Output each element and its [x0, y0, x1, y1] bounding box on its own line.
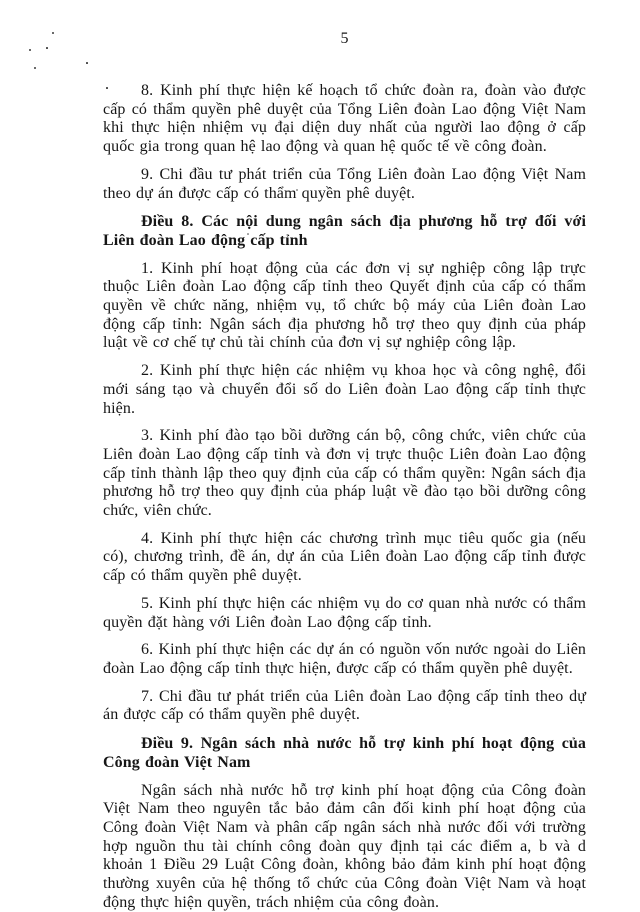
article-9-heading: Điều 9. Ngân sách nhà nước hỗ trợ kinh phí hoạt động của Công đoàn Việt Nam [103, 735, 586, 772]
article-8-heading: Điều 8. Các nội dung ngân sách địa phương hỗ trợ đối với Liên đoàn Lao động cấp tỉnh [103, 213, 586, 250]
paragraph-article-9-body: Ngân sách nhà nước hỗ trợ kinh phí hoạt động của Công đoàn Việt Nam theo nguyên tắc bảo đảm cân đối kinh phí hoạt động của Công đoàn Việt Nam và phân cấp ngân sách nhà nước đối với trường hợp nguồn thu tài chính công đoàn quy định tại các điểm a, b và d khoản 1 Điều 29 Luật Công đoàn, không bảo đảm kinh phí hoạt động thường xuyên của hệ thống tổ chức của Công đoàn Việt Nam và hoạt động thực hiện quyền, trách nhiệm của công đoàn. [103, 782, 586, 912]
paragraph-clause-4: 4. Kinh phí thực hiện các chương trình mục tiêu quốc gia (nếu có), chương trình, đề án, dự án của Liên đoàn Lao động cấp tỉnh được cấp có thẩm quyền phê duyệt. [103, 530, 586, 586]
paragraph-clause-8: 8. Kinh phí thực hiện kế hoạch tổ chức đoàn ra, đoàn vào được cấp có thẩm quyền phê duyệt của Tổng Liên đoàn Lao động Việt Nam khi thực hiện nhiệm vụ đại diện duy nhất của người lao động ở cấp quốc gia trong quan hệ lao động và quan hệ quốc tế về công đoàn. [103, 82, 586, 157]
scan-speck [86, 62, 88, 64]
paragraph-clause-3: 3. Kinh phí đào tạo bồi dưỡng cán bộ, công chức, viên chức của Liên đoàn Lao động cấp tỉnh và đơn vị trực thuộc Liên đoàn Lao động cấp tỉnh thành lập theo quy định của cấp có thẩm quyền: Ngân sách địa phương hỗ trợ theo quy định của pháp luật về đào tạo bồi dưỡng công chức, viên chức. [103, 427, 586, 521]
paragraph-clause-9: 9. Chi đầu tư phát triển của Tổng Liên đoàn Lao động Việt Nam theo dự án được cấp có thẩm quyền phê duyệt. [103, 166, 586, 203]
scan-speck [52, 32, 54, 34]
paragraph-clause-2: 2. Kinh phí thực hiện các nhiệm vụ khoa học và công nghệ, đổi mới sáng tạo và chuyển đổi số do Liên đoàn Lao động cấp tỉnh thực hiện. [103, 362, 586, 418]
paragraph-clause-5: 5. Kinh phí thực hiện các nhiệm vụ do cơ quan nhà nước có thẩm quyền đặt hàng với Liên đoàn Lao động cấp tỉnh. [103, 595, 586, 632]
paragraph-clause-7: 7. Chi đầu tư phát triển của Liên đoàn Lao động cấp tỉnh theo dự án được cấp có thẩm quyền phê duyệt. [103, 688, 586, 725]
paragraph-clause-6: 6. Kinh phí thực hiện các dự án có nguồn vốn nước ngoài do Liên đoàn Lao động cấp tỉnh thực hiện, được cấp có thẩm quyền phê duyệt. [103, 641, 586, 678]
scan-speck [34, 67, 36, 69]
scan-speck [46, 47, 48, 49]
page-number: 5 [103, 30, 586, 48]
document-body [103, 82, 586, 912]
scan-speck [29, 49, 31, 51]
paragraph-clause-1: 1. Kinh phí hoạt động của các đơn vị sự nghiệp công lập trực thuộc Liên đoàn Lao động cấp tỉnh theo Quyết định của cấp có thẩm quyền về chức năng, nhiệm vụ, tổ chức bộ máy của Liên đoàn Lao động cấp tỉnh: Ngân sách địa phương hỗ trợ theo quy định của pháp luật về cơ chế tự chủ tài chính của đơn vị sự nghiệp công lập. [103, 260, 586, 354]
